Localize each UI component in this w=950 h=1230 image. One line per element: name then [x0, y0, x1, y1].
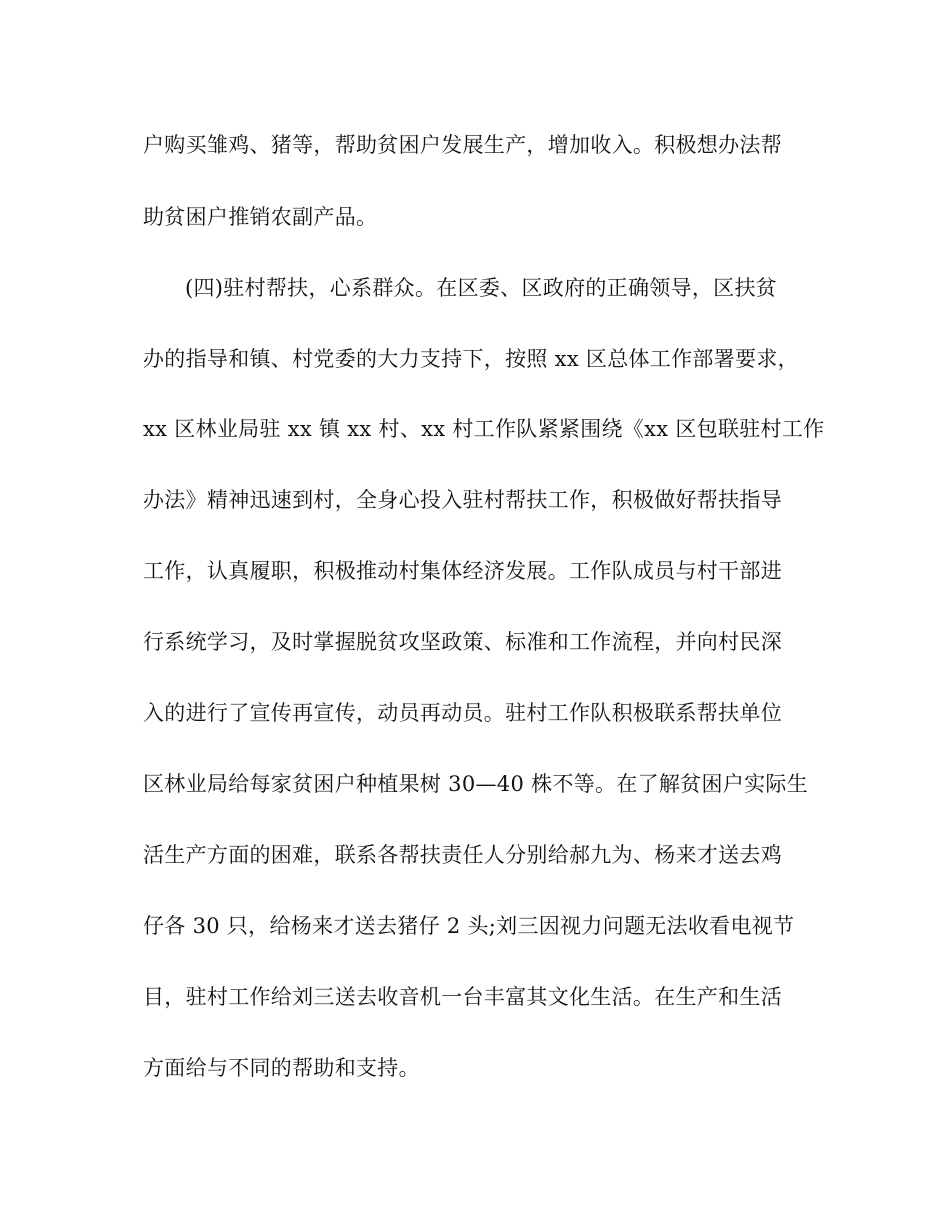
paragraph-line: 仔各 30 只，给杨来才送去猪仔 2 头;刘三因视力问题无法收看电视节: [143, 914, 795, 938]
paragraph-line: xx 区林业局驻 xx 镇 xx 村、xx 村工作队紧紧围绕《xx 区包联驻村工作: [143, 417, 825, 441]
paragraph-line: 区林业局给每家贫困户种植果树 30—40 株不等。在了解贫困户实际生: [143, 772, 808, 796]
section-heading-line: (四)驻村帮扶，心系群众。在区委、区政府的正确领导，区扶贫: [185, 276, 778, 300]
paragraph-line: 入的进行了宣传再宣传，动员再动员。驻村工作队积极联系帮扶单位: [143, 701, 782, 725]
paragraph-line: 活生产方面的困难，联系各帮扶责任人分别给郝九为、杨来才送去鸡: [143, 843, 782, 867]
paragraph-line: 户购买雏鸡、猪等，帮助贫困户发展生产，增加收入。积极想办法帮: [143, 133, 782, 157]
paragraph-line: 行系统学习，及时掌握脱贫攻坚政策、标准和工作流程，并向村民深: [143, 630, 782, 654]
paragraph-line: 方面给与不同的帮助和支持。: [143, 1056, 420, 1080]
paragraph-line: 办的指导和镇、村党委的大力支持下，按照 xx 区总体工作部署要求，: [143, 347, 799, 371]
paragraph-line: 办法》精神迅速到村，全身心投入驻村帮扶工作，积极做好帮扶指导: [143, 488, 782, 512]
paragraph-line: 目，驻村工作给刘三送去收音机一台丰富其文化生活。在生产和生活: [143, 985, 782, 1009]
paragraph-line: 工作，认真履职，积极推动村集体经济发展。工作队成员与村干部进: [143, 559, 782, 583]
paragraph-line: 助贫困户推销农副产品。: [143, 205, 378, 229]
